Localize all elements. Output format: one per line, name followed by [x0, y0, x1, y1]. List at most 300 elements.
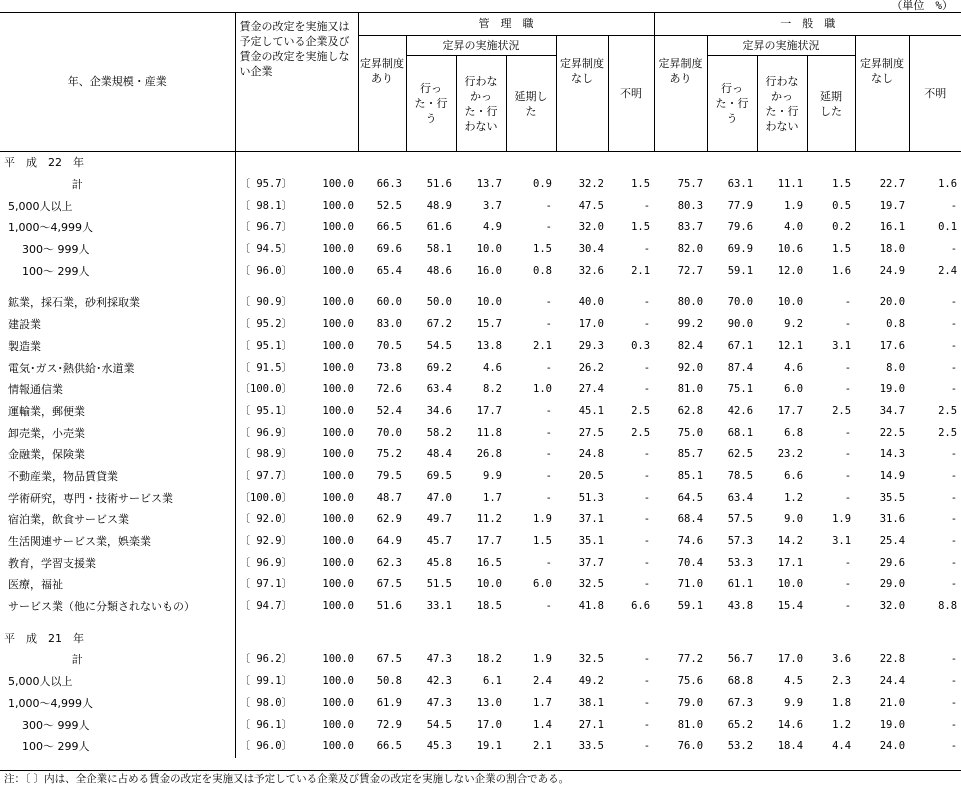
kanri-value-cell: 2.1 — [533, 339, 552, 352]
total-cell: 100.0 — [322, 404, 354, 417]
ippan-value-cell: 61.1 — [727, 578, 754, 591]
kanri-value-cell: 1.5 — [533, 243, 552, 256]
kanri-ari-header: 定昇制度あり — [358, 36, 406, 152]
row-label: 宿泊業，飲食サービス業 — [8, 513, 129, 527]
kanri-value-cell: 47.3 — [426, 653, 452, 666]
total-cell: 100.0 — [322, 264, 354, 277]
data-table — [0, 12, 961, 758]
kanri-value-cell: 16.5 — [476, 556, 502, 569]
ratio-cell: 〔 96.7〕 — [235, 217, 303, 239]
row-label: 1,000～4,999人 — [8, 696, 93, 710]
kanri-value-cell: 51.3 — [578, 491, 604, 504]
kanri-value-cell: 17.0 — [578, 318, 604, 331]
kanri-value-cell: 19.1 — [476, 740, 502, 753]
ratio-cell: 〔 98.1〕 — [235, 195, 303, 217]
ratio-cell: 〔 96.1〕 — [235, 714, 303, 736]
ippan-value-cell: - — [950, 718, 958, 731]
ippan-value-cell: 3.1 — [832, 535, 852, 548]
kanri-value-cell: 37.7 — [578, 556, 604, 569]
kanri-value-cell: - — [545, 221, 552, 234]
kanri-value-cell: 54.5 — [426, 718, 452, 731]
total-cell: 100.0 — [322, 556, 354, 569]
ippan-value-cell: 22.5 — [879, 426, 906, 439]
ippan-value-cell: - — [950, 448, 958, 461]
kanri-value-cell: 32.5 — [578, 578, 604, 591]
ippan-value-cell: 68.1 — [727, 426, 754, 439]
kanri-value-cell: 52.4 — [376, 404, 402, 417]
ippan-value-cell: 22.7 — [879, 178, 906, 191]
ippan-value-cell: 2.3 — [832, 675, 852, 688]
kanri-value-cell: 67.5 — [376, 578, 402, 591]
table-row — [0, 314, 961, 336]
ippan-value-cell: - — [950, 318, 958, 331]
kanri-value-cell: - — [545, 556, 552, 569]
ippan-value-cell: 68.8 — [727, 675, 754, 688]
ippan-value-cell: 24.9 — [879, 264, 906, 277]
row-label: 教育，学習支援業 — [8, 556, 96, 570]
total-cell: 100.0 — [322, 535, 354, 548]
kanri-value-cell: - — [643, 383, 651, 396]
kanri-value-cell: 58.2 — [426, 426, 452, 439]
row-label: 100～ 299人 — [22, 264, 90, 278]
kanri-value-cell: 27.5 — [578, 426, 604, 439]
ippan-value-cell: 3.1 — [832, 339, 852, 352]
ippan-value-cell: 83.7 — [677, 221, 704, 234]
kanri-value-cell: 51.5 — [426, 578, 452, 591]
kanri-value-cell: 1.9 — [533, 653, 552, 666]
kanri-value-cell: 29.3 — [578, 339, 604, 352]
table-row — [0, 552, 961, 574]
ippan-value-cell: 17.6 — [879, 339, 906, 352]
total-cell: 100.0 — [322, 653, 354, 666]
total-cell: 100.0 — [322, 383, 354, 396]
kanri-value-cell: 69.5 — [426, 469, 452, 482]
kanri-value-cell: 47.5 — [578, 199, 604, 212]
table-bottom-rule — [0, 770, 961, 771]
ratio-cell: 〔 96.0〕 — [235, 260, 303, 282]
kanri-value-cell: 13.7 — [476, 178, 502, 191]
ippan-value-cell: 3.6 — [832, 653, 852, 666]
total-cell: 100.0 — [322, 318, 354, 331]
ippan-value-cell: 80.3 — [677, 199, 704, 212]
kanri-value-cell: 35.1 — [578, 535, 604, 548]
table-row — [0, 574, 961, 596]
kanri-value-cell: - — [643, 491, 651, 504]
kanri-value-cell: 17.7 — [476, 535, 502, 548]
kanri-value-cell: 67.5 — [376, 653, 402, 666]
kanri-value-cell: 1.9 — [533, 513, 552, 526]
ratio-cell: 〔 95.7〕 — [235, 174, 303, 196]
table-row — [0, 292, 961, 314]
ratio-cell: 〔 95.1〕 — [235, 401, 303, 423]
total-cell: 100.0 — [322, 296, 354, 309]
ratio-cell: 〔 96.9〕 — [235, 422, 303, 444]
kanri-value-cell: 72.6 — [376, 383, 402, 396]
row-label: 金融業，保険業 — [8, 448, 85, 462]
ippan-fumei-header: 不明 — [909, 36, 961, 152]
total-cell: 100.0 — [322, 339, 354, 352]
kanri-value-cell: 1.4 — [533, 718, 552, 731]
kanri-value-cell: 34.6 — [426, 404, 452, 417]
kanri-value-cell: 17.0 — [476, 718, 502, 731]
kanri-value-cell: - — [643, 361, 651, 374]
kanri-value-cell: 13.8 — [476, 339, 502, 352]
kanri-value-cell: 0.8 — [533, 264, 552, 277]
kanri-value-cell: 49.2 — [578, 675, 604, 688]
table-row — [0, 671, 961, 693]
kanri-value-cell: 66.5 — [376, 740, 402, 753]
kanri-value-cell: 11.2 — [476, 513, 502, 526]
ippan-value-cell: - — [950, 535, 958, 548]
unit-label: （単位 %） — [891, 0, 953, 12]
ippan-value-cell: 22.8 — [879, 653, 906, 666]
table-row — [0, 336, 961, 358]
group-kanri-header: 管 理 職 — [358, 13, 654, 36]
row-label: 300～ 999人 — [22, 718, 90, 732]
row-label: 鉱業，採石業，砂利採取業 — [8, 296, 140, 310]
group-ippan-header: 一 般 職 — [654, 13, 961, 36]
ippan-value-cell: 4.4 — [832, 740, 852, 753]
ippan-value-cell: - — [950, 740, 958, 753]
ippan-value-cell: - — [950, 491, 958, 504]
kanri-value-cell: 48.4 — [426, 448, 452, 461]
kanri-value-cell: 13.0 — [476, 696, 502, 709]
ippan-value-cell: 72.7 — [677, 264, 704, 277]
row-label: 建設業 — [8, 318, 41, 332]
ippan-value-cell: 14.2 — [777, 535, 804, 548]
ippan-value-cell: 2.4 — [938, 264, 958, 277]
ippan-value-cell: 79.0 — [677, 696, 704, 709]
row-label: 電気･ガス･熱供給･水道業 — [8, 361, 135, 375]
kanri-value-cell: 49.7 — [426, 513, 452, 526]
kanri-value-cell: - — [545, 199, 552, 212]
kanri-value-cell: 45.3 — [426, 740, 452, 753]
ippan-value-cell: 82.4 — [677, 339, 704, 352]
ippan-value-cell: 77.2 — [677, 653, 704, 666]
row-header: 年、企業規模・産業 — [67, 75, 167, 88]
ippan-value-cell: 4.0 — [784, 221, 804, 234]
kanri-value-cell: - — [643, 199, 651, 212]
kanri-value-cell: 45.7 — [426, 535, 452, 548]
kanri-value-cell: 47.3 — [426, 696, 452, 709]
row-label: 卸売業，小売業 — [8, 426, 85, 440]
total-cell: 100.0 — [322, 221, 354, 234]
ippan-value-cell: - — [950, 696, 958, 709]
ippan-enki-header: 延期した — [807, 56, 855, 152]
kanri-value-cell: 32.6 — [578, 264, 604, 277]
ippan-value-cell: 2.5 — [938, 426, 958, 439]
ippan-value-cell: 1.5 — [832, 243, 852, 256]
table-row — [0, 466, 961, 488]
kanri-okonawa-header: 行わなかった・行わない — [456, 56, 506, 152]
kanri-value-cell: 2.5 — [631, 404, 651, 417]
ippan-value-cell: 10.0 — [777, 296, 804, 309]
kanri-value-cell: 66.3 — [376, 178, 402, 191]
ippan-value-cell: 17.1 — [777, 556, 804, 569]
ippan-value-cell: - — [950, 296, 958, 309]
ippan-value-cell: 9.9 — [784, 696, 804, 709]
row-label: 生活関連サービス業，娯楽業 — [8, 535, 151, 549]
kanri-value-cell: 6.0 — [533, 578, 552, 591]
ippan-value-cell: 99.2 — [677, 318, 704, 331]
ratio-col-header — [235, 13, 358, 152]
year-row — [0, 152, 961, 174]
kanri-value-cell: 61.9 — [376, 696, 402, 709]
kanri-value-cell: 9.9 — [483, 469, 502, 482]
ippan-value-cell: 21.0 — [879, 696, 906, 709]
ippan-value-cell: 1.9 — [832, 513, 852, 526]
kanri-value-cell: 67.2 — [426, 318, 452, 331]
kanri-value-cell: 45.8 — [426, 556, 452, 569]
ippan-value-cell: 62.8 — [677, 404, 704, 417]
kanri-value-cell: 32.5 — [578, 653, 604, 666]
ippan-value-cell: 2.5 — [832, 404, 852, 417]
table-row — [0, 422, 961, 444]
table-row — [0, 596, 961, 618]
ippan-value-cell: 68.4 — [677, 513, 704, 526]
ippan-value-cell: 10.6 — [777, 243, 804, 256]
row-label: 運輸業，郵便業 — [8, 404, 85, 418]
ippan-value-cell: 35.5 — [879, 491, 906, 504]
kanri-value-cell: 16.0 — [476, 264, 502, 277]
row-label: サービス業（他に分類されないもの） — [8, 600, 195, 614]
ratio-cell: 〔 96.2〕 — [235, 649, 303, 671]
ippan-value-cell: 14.6 — [777, 718, 804, 731]
kanri-value-cell: 33.1 — [426, 600, 452, 613]
total-cell: 100.0 — [322, 178, 354, 191]
total-cell: 100.0 — [322, 578, 354, 591]
ippan-value-cell: 57.5 — [727, 513, 754, 526]
table-row — [0, 714, 961, 736]
kanri-value-cell: 6.6 — [631, 600, 651, 613]
total-cell: 100.0 — [322, 469, 354, 482]
ippan-value-cell: 78.5 — [727, 469, 754, 482]
ippan-value-cell: 9.0 — [784, 513, 804, 526]
kanri-value-cell: 54.5 — [426, 339, 452, 352]
ippan-value-cell: 9.2 — [784, 318, 804, 331]
spacer-row — [0, 617, 961, 627]
ippan-value-cell: 20.0 — [879, 296, 906, 309]
ratio-cell: 〔 99.1〕 — [235, 671, 303, 693]
total-cell: 100.0 — [322, 426, 354, 439]
kanri-value-cell: 3.7 — [483, 199, 502, 212]
ippan-value-cell: 59.1 — [727, 264, 754, 277]
ippan-value-cell: - — [950, 675, 958, 688]
ippan-value-cell: 85.1 — [677, 469, 704, 482]
kanri-value-cell: 69.6 — [376, 243, 402, 256]
kanri-value-cell: 4.6 — [483, 361, 502, 374]
table-row — [0, 444, 961, 466]
table-row — [0, 693, 961, 715]
ratio-cell: 〔 96.0〕 — [235, 736, 303, 758]
kanri-value-cell: 1.7 — [483, 491, 502, 504]
total-cell: 100.0 — [322, 718, 354, 731]
kanri-value-cell: 2.1 — [533, 740, 552, 753]
kanri-value-cell: - — [643, 675, 651, 688]
ippan-value-cell: 8.0 — [886, 361, 906, 374]
kanri-value-cell: 48.6 — [426, 264, 452, 277]
kanri-value-cell: 70.5 — [376, 339, 402, 352]
ippan-value-cell: 76.0 — [677, 740, 704, 753]
kanri-value-cell: 41.8 — [578, 600, 604, 613]
ippan-value-cell: 80.0 — [677, 296, 704, 309]
kanri-value-cell: 17.7 — [476, 404, 502, 417]
kanri-value-cell: - — [545, 426, 552, 439]
ratio-cell: 〔 98.9〕 — [235, 444, 303, 466]
ippan-value-cell: 65.2 — [727, 718, 754, 731]
ippan-value-cell: 14.9 — [879, 469, 906, 482]
kanri-value-cell: - — [643, 513, 651, 526]
ippan-value-cell: 29.6 — [879, 556, 906, 569]
ippan-value-cell: 43.8 — [727, 600, 754, 613]
kanri-value-cell: - — [545, 491, 552, 504]
kanri-value-cell: 60.0 — [376, 296, 402, 309]
kanri-value-cell: 48.9 — [426, 199, 452, 212]
table-row — [0, 260, 961, 282]
ippan-value-cell: 1.8 — [832, 696, 852, 709]
ippan-value-cell: 75.0 — [677, 426, 704, 439]
table-row — [0, 509, 961, 531]
ippan-value-cell: 18.0 — [879, 243, 906, 256]
ippan-value-cell: 17.0 — [777, 653, 804, 666]
total-cell: 100.0 — [322, 243, 354, 256]
kanri-value-cell: 1.7 — [533, 696, 552, 709]
ippan-value-cell: 0.2 — [832, 221, 852, 234]
kanri-value-cell: 2.5 — [631, 426, 651, 439]
kanri-value-cell: 64.9 — [376, 535, 402, 548]
ippan-value-cell: 32.0 — [879, 600, 906, 613]
ippan-nashi-header: 定昇制度なし — [855, 36, 909, 152]
kanri-value-cell: 72.9 — [376, 718, 402, 731]
kanri-value-cell: - — [643, 243, 651, 256]
ippan-status-header: 定昇の実施状況 — [707, 36, 855, 56]
kanri-value-cell: - — [545, 318, 552, 331]
ippan-value-cell: 67.1 — [727, 339, 754, 352]
kanri-value-cell: 75.2 — [376, 448, 402, 461]
ippan-value-cell: 4.6 — [784, 361, 804, 374]
row-label: 100～ 299人 — [22, 740, 90, 754]
ippan-value-cell: 34.7 — [879, 404, 906, 417]
kanri-value-cell: 1.5 — [631, 221, 651, 234]
row-label: 不動産業，物品賃貸業 — [8, 469, 118, 483]
table-row — [0, 487, 961, 509]
ratio-cell: 〔 95.2〕 — [235, 314, 303, 336]
ratio-cell: 〔 95.1〕 — [235, 336, 303, 358]
kanri-value-cell: 2.4 — [533, 675, 552, 688]
row-label: 学術研究，専門・技術サービス業 — [8, 491, 173, 505]
ratio-cell: 〔 92.0〕 — [235, 509, 303, 531]
ippan-value-cell: 63.4 — [727, 491, 754, 504]
ippan-value-cell: 19.0 — [879, 718, 906, 731]
kanri-value-cell: 33.5 — [578, 740, 604, 753]
table-row — [0, 531, 961, 553]
kanri-value-cell: 52.5 — [376, 199, 402, 212]
ippan-value-cell: 0.5 — [832, 199, 852, 212]
ippan-value-cell: 1.2 — [784, 491, 804, 504]
kanri-value-cell: - — [643, 318, 651, 331]
kanri-value-cell: 37.1 — [578, 513, 604, 526]
ippan-value-cell: 16.1 — [879, 221, 906, 234]
ippan-value-cell: 23.2 — [777, 448, 804, 461]
ippan-value-cell: 63.1 — [727, 178, 754, 191]
ippan-value-cell: - — [844, 383, 852, 396]
ippan-value-cell: 75.7 — [677, 178, 704, 191]
ratio-cell: 〔100.0〕 — [235, 487, 303, 509]
kanri-value-cell: 27.1 — [578, 718, 604, 731]
kanri-value-cell: 18.5 — [476, 600, 502, 613]
kanri-value-cell: - — [545, 600, 552, 613]
ippan-value-cell: - — [844, 318, 852, 331]
kanri-value-cell: 65.4 — [376, 264, 402, 277]
kanri-value-cell: 45.1 — [578, 404, 604, 417]
kanri-value-cell: 1.5 — [631, 178, 651, 191]
kanri-value-cell: 32.2 — [578, 178, 604, 191]
ippan-value-cell: 14.3 — [879, 448, 906, 461]
ippan-value-cell: 70.0 — [727, 296, 754, 309]
kanri-value-cell: 18.2 — [476, 653, 502, 666]
ratio-cell: 〔 96.9〕 — [235, 552, 303, 574]
total-cell: 100.0 — [322, 600, 354, 613]
ratio-cell: 〔 97.1〕 — [235, 574, 303, 596]
ratio-cell: 〔 97.7〕 — [235, 466, 303, 488]
ippan-value-cell: 1.9 — [784, 199, 804, 212]
ippan-value-cell: 19.0 — [879, 383, 906, 396]
kanri-value-cell: - — [643, 578, 651, 591]
row-label: 5,000人以上 — [8, 199, 73, 213]
ippan-value-cell: 81.0 — [677, 383, 704, 396]
kanri-value-cell: 0.9 — [533, 178, 552, 191]
ippan-value-cell: 1.6 — [938, 178, 958, 191]
ratio-cell: 〔100.0〕 — [235, 379, 303, 401]
kanri-nashi-header: 定昇制度なし — [556, 36, 608, 152]
table-row — [0, 649, 961, 671]
ippan-value-cell: 53.2 — [727, 740, 754, 753]
ippan-value-cell: 4.5 — [784, 675, 804, 688]
ippan-itta-header: 行った・行う — [707, 56, 757, 152]
ratio-cell: 〔 94.5〕 — [235, 239, 303, 261]
ippan-value-cell: - — [844, 578, 852, 591]
kanri-itta-header: 行った・行う — [406, 56, 456, 152]
row-label: 計 — [71, 178, 83, 192]
ippan-value-cell: 6.8 — [784, 426, 804, 439]
ippan-value-cell: 81.0 — [677, 718, 704, 731]
ippan-value-cell: 75.6 — [677, 675, 704, 688]
ippan-value-cell: 62.5 — [727, 448, 754, 461]
table-row — [0, 195, 961, 217]
row-label: 計 — [71, 653, 83, 667]
row-label: 製造業 — [8, 339, 41, 353]
ippan-value-cell: 29.0 — [879, 578, 906, 591]
footnote: 注：〔 〕内は、全企業に占める賃金の改定を実施又は予定している企業及び賃金の改定を実施しない企業の割合である。 — [4, 773, 570, 785]
kanri-value-cell: 10.0 — [476, 296, 502, 309]
table-row — [0, 174, 961, 196]
kanri-value-cell: 1.0 — [533, 383, 552, 396]
kanri-value-cell: - — [643, 740, 651, 753]
table-row — [0, 736, 961, 758]
total-cell: 100.0 — [322, 361, 354, 374]
table-body — [0, 152, 961, 758]
ippan-value-cell: 64.5 — [677, 491, 704, 504]
ratio-cell: 〔 90.9〕 — [235, 292, 303, 314]
ippan-value-cell: 19.7 — [879, 199, 906, 212]
ippan-value-cell: - — [950, 653, 958, 666]
kanri-value-cell: - — [545, 469, 552, 482]
ippan-value-cell: 75.1 — [727, 383, 754, 396]
year-label: 平 成 22 年 — [4, 156, 84, 170]
kanri-value-cell: 4.9 — [483, 221, 502, 234]
kanri-status-header: 定昇の実施状況 — [406, 36, 556, 56]
kanri-value-cell: 40.0 — [578, 296, 604, 309]
